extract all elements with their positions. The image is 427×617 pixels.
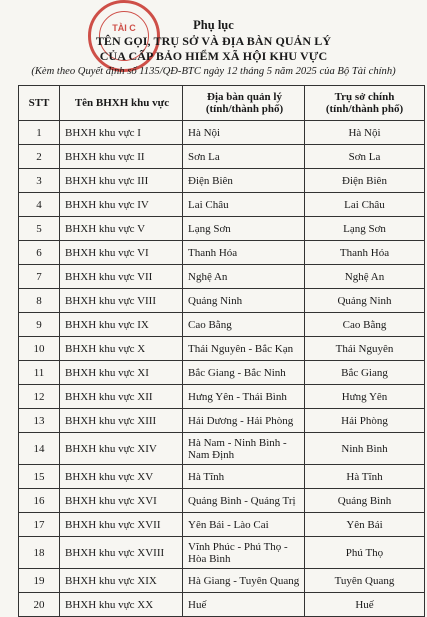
document-title-line2: CỦA CẤP BẢO HIỂM XÃ HỘI KHU VỰC (99, 49, 328, 63)
table-body (19, 121, 425, 617)
cell-name: BHXH khu vực IV (60, 193, 183, 217)
cell-hq: Hưng Yên (305, 385, 425, 409)
cell-area: Bắc Giang - Bắc Ninh (183, 361, 305, 385)
table-header-row (19, 86, 425, 121)
document-subtitle: (Kèm theo Quyết định số 1135/QĐ-BTC ngày 12 tháng 5 năm 2025 của Bộ Tài chính) (31, 66, 396, 77)
cell-stt: 2 (19, 145, 60, 169)
cell-stt: 11 (19, 361, 60, 385)
column-header-name: Tên BHXH khu vực (60, 86, 183, 121)
table-row (19, 593, 425, 617)
cell-hq: Phú Thọ (305, 537, 425, 569)
document-title-line1: TÊN GỌI, TRỤ SỞ VÀ ĐỊA BÀN QUẢN LÝ (95, 34, 332, 48)
table-row (19, 537, 425, 569)
cell-area: Cao Bằng (183, 313, 305, 337)
table-row (19, 385, 425, 409)
table-row (19, 433, 425, 465)
cell-area: Vĩnh Phúc - Phú Thọ - Hòa Bình (183, 537, 305, 569)
cell-area: Quảng Ninh (183, 289, 305, 313)
cell-name: BHXH khu vực III (60, 169, 183, 193)
cell-stt: 18 (19, 537, 60, 569)
table-row (19, 121, 425, 145)
cell-stt: 15 (19, 465, 60, 489)
cell-name: BHXH khu vực VIII (60, 289, 183, 313)
cell-hq: Huế (305, 593, 425, 617)
table-row (19, 217, 425, 241)
cell-area: Hà Nam - Ninh Bình - Nam Định (183, 433, 305, 465)
cell-name: BHXH khu vực XII (60, 385, 183, 409)
cell-hq: Hà Tĩnh (305, 465, 425, 489)
table-row (19, 569, 425, 593)
cell-hq: Hải Phòng (305, 409, 425, 433)
table-row (19, 337, 425, 361)
cell-name: BHXH khu vực II (60, 145, 183, 169)
table-row (19, 169, 425, 193)
cell-name: BHXH khu vực X (60, 337, 183, 361)
table-row (19, 145, 425, 169)
cell-area: Lạng Sơn (183, 217, 305, 241)
cell-hq: Cao Bằng (305, 313, 425, 337)
table-row (19, 361, 425, 385)
cell-name: BHXH khu vực XX (60, 593, 183, 617)
cell-stt: 9 (19, 313, 60, 337)
cell-hq: Lạng Sơn (305, 217, 425, 241)
cell-area: Nghệ An (183, 265, 305, 289)
cell-name: BHXH khu vực XVII (60, 513, 183, 537)
column-header-stt: STT (19, 86, 60, 121)
cell-area: Điện Biên (183, 169, 305, 193)
cell-area: Lai Châu (183, 193, 305, 217)
cell-area: Hà Giang - Tuyên Quang (183, 569, 305, 593)
cell-area: Quảng Bình - Quảng Trị (183, 489, 305, 513)
cell-hq: Sơn La (305, 145, 425, 169)
cell-name: BHXH khu vực V (60, 217, 183, 241)
cell-stt: 1 (19, 121, 60, 145)
cell-name: BHXH khu vực XI (60, 361, 183, 385)
cell-area: Hà Tĩnh (183, 465, 305, 489)
cell-stt: 16 (19, 489, 60, 513)
cell-stt: 4 (19, 193, 60, 217)
cell-name: BHXH khu vực XIX (60, 569, 183, 593)
cell-hq: Nghệ An (305, 265, 425, 289)
column-header-hq: Trụ sở chính (tỉnh/thành phố) (305, 86, 425, 121)
cell-hq: Quảng Ninh (305, 289, 425, 313)
cell-stt: 6 (19, 241, 60, 265)
cell-area: Hà Nội (183, 121, 305, 145)
cell-stt: 19 (19, 569, 60, 593)
seal-text: TÀI C (112, 23, 136, 33)
cell-area: Sơn La (183, 145, 305, 169)
cell-hq: Hà Nội (305, 121, 425, 145)
cell-area: Hưng Yên - Thái Bình (183, 385, 305, 409)
cell-stt: 13 (19, 409, 60, 433)
cell-hq: Quảng Bình (305, 489, 425, 513)
cell-stt: 20 (19, 593, 60, 617)
cell-name: BHXH khu vực VI (60, 241, 183, 265)
cell-stt: 5 (19, 217, 60, 241)
cell-name: BHXH khu vực XIII (60, 409, 183, 433)
cell-name: BHXH khu vực XVI (60, 489, 183, 513)
cell-stt: 7 (19, 265, 60, 289)
cell-hq: Ninh Bình (305, 433, 425, 465)
cell-stt: 3 (19, 169, 60, 193)
table-row (19, 241, 425, 265)
cell-hq: Thanh Hóa (305, 241, 425, 265)
cell-hq: Tuyên Quang (305, 569, 425, 593)
cell-stt: 12 (19, 385, 60, 409)
column-header-area: Địa bàn quản lý (tỉnh/thành phố) (183, 86, 305, 121)
regions-table (18, 85, 425, 617)
cell-stt: 14 (19, 433, 60, 465)
cell-name: BHXH khu vực I (60, 121, 183, 145)
cell-area: Thái Nguyên - Bắc Kạn (183, 337, 305, 361)
cell-name: BHXH khu vực VII (60, 265, 183, 289)
cell-hq: Bắc Giang (305, 361, 425, 385)
cell-name: BHXH khu vực XV (60, 465, 183, 489)
cell-area: Huế (183, 593, 305, 617)
table-row (19, 313, 425, 337)
cell-name: BHXH khu vực XVIII (60, 537, 183, 569)
cell-hq: Điện Biên (305, 169, 425, 193)
table-row (19, 265, 425, 289)
cell-area: Thanh Hóa (183, 241, 305, 265)
table-row (19, 289, 425, 313)
cell-name: BHXH khu vực IX (60, 313, 183, 337)
cell-hq: Lai Châu (305, 193, 425, 217)
table-row (19, 489, 425, 513)
table-row (19, 465, 425, 489)
cell-stt: 8 (19, 289, 60, 313)
cell-area: Yên Bái - Lào Cai (183, 513, 305, 537)
cell-name: BHXH khu vực XIV (60, 433, 183, 465)
table-row (19, 409, 425, 433)
appendix-label: Phụ lục (193, 18, 234, 32)
cell-stt: 17 (19, 513, 60, 537)
cell-area: Hải Dương - Hải Phòng (183, 409, 305, 433)
cell-hq: Thái Nguyên (305, 337, 425, 361)
table-row (19, 193, 425, 217)
table-row (19, 513, 425, 537)
cell-stt: 10 (19, 337, 60, 361)
cell-hq: Yên Bái (305, 513, 425, 537)
